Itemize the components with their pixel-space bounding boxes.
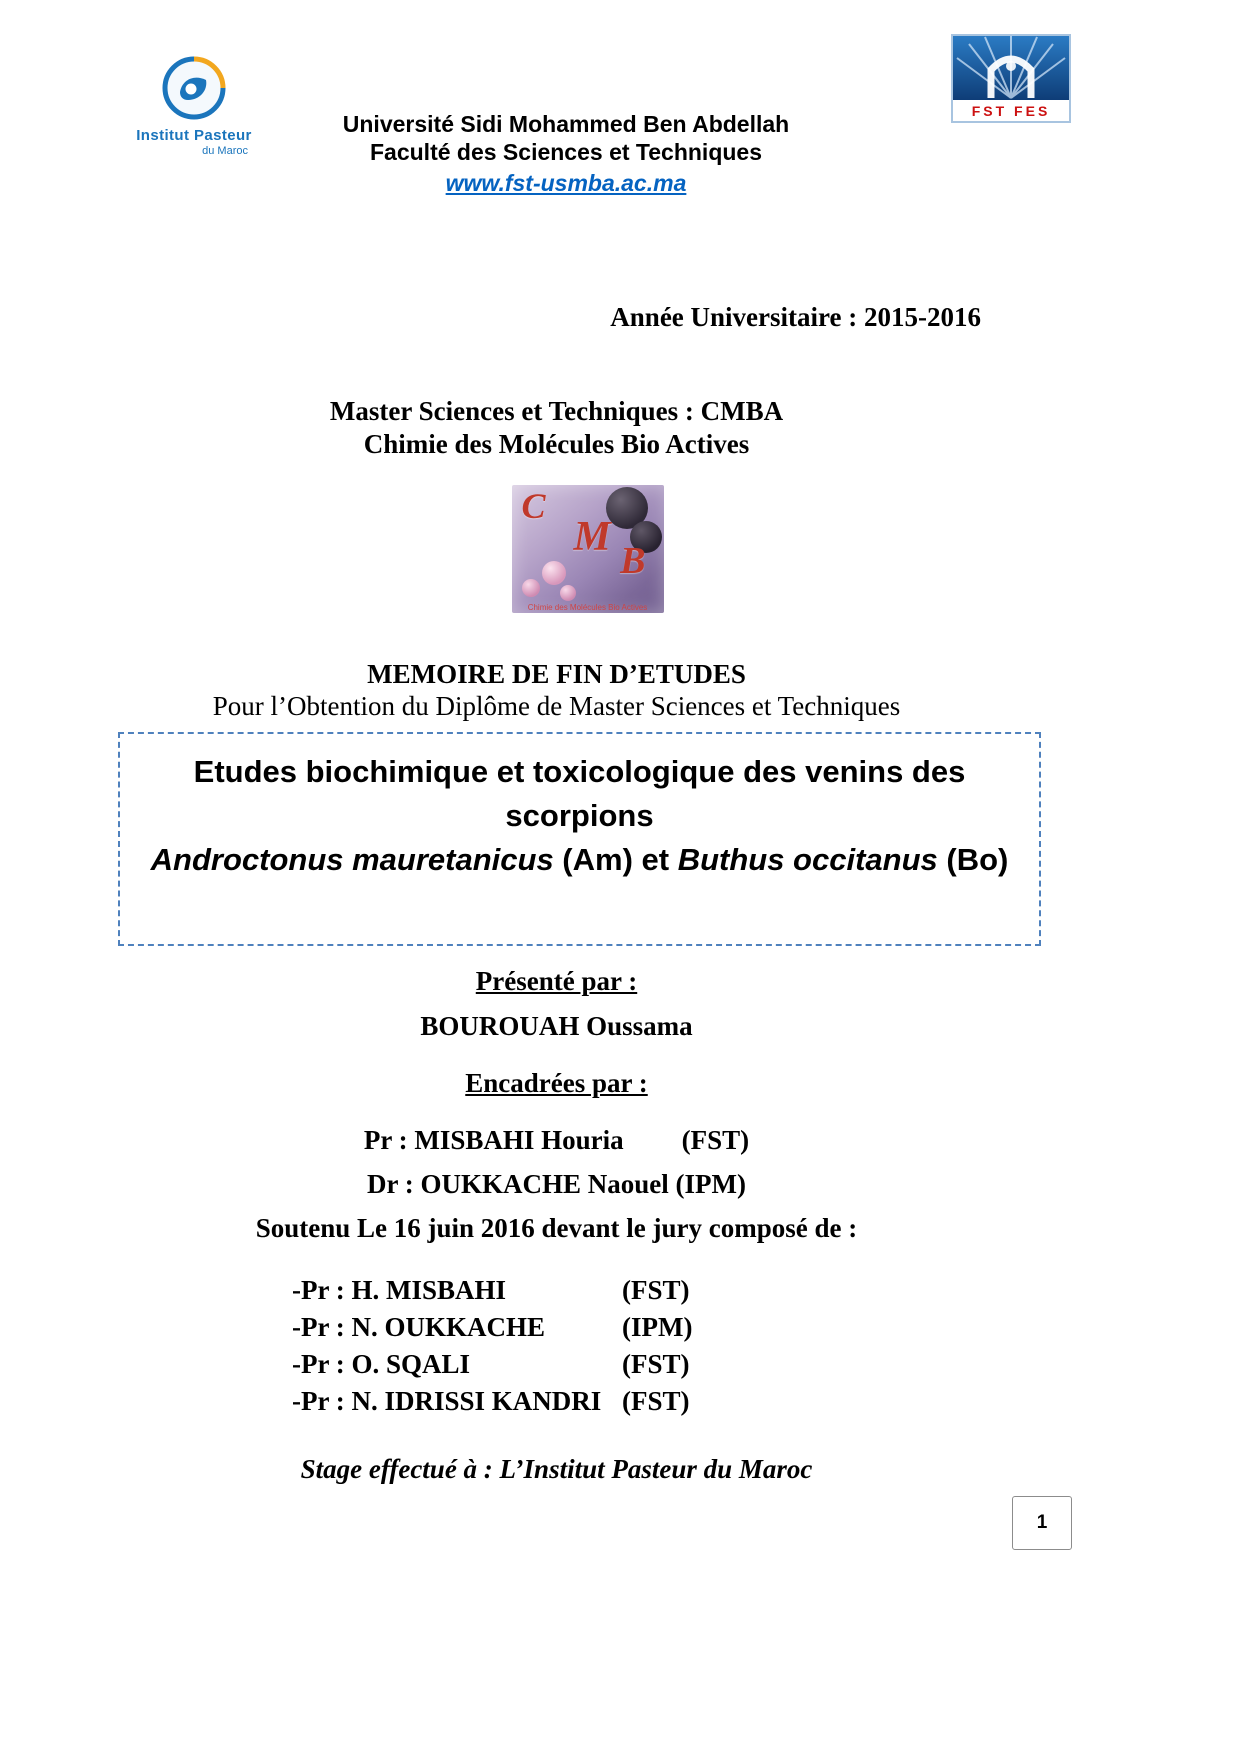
species-name-1: Androctonus mauretanicus (150, 842, 554, 877)
page-number: 1 (1036, 1512, 1048, 1533)
memoire-subtitle: Pour l’Obtention du Diplôme de Master Sciences et Techniques (212, 691, 901, 721)
faculty-name: Faculté des Sciences et Techniques (370, 139, 762, 165)
jury-member-name: -Pr : O. SQALI (292, 1349, 471, 1379)
thesis-line2-end: (Bo) (937, 842, 1009, 877)
jury-member-name: -Pr : H. MISBAHI (292, 1275, 506, 1305)
document-header (0, 0, 1241, 206)
jury-member-affiliation: (FST) (622, 1275, 690, 1305)
cmb-caption: Chimie des Molécules Bio Actives (527, 603, 648, 612)
cmb-letter-c: C (521, 486, 546, 526)
jury-member (292, 1309, 1241, 1346)
presented-by-label: Présenté par : (475, 966, 638, 996)
jury-member (292, 1346, 1241, 1383)
memoire-title: MEMOIRE DE FIN D’ETUDES (367, 659, 746, 689)
supervisor-1 (0, 1125, 1241, 1156)
cmb-letter-m: M (573, 514, 611, 560)
fst-rays-icon (953, 36, 1069, 100)
jury-list (292, 1272, 1241, 1420)
thesis-title-line2 (126, 838, 1033, 882)
academic-year: Année Universitaire : 2015-2016 (610, 302, 981, 332)
master-line1: Master Sciences et Techniques : CMBA (329, 396, 784, 426)
jury-member-name: -Pr : N. IDRISSI KANDRI (292, 1386, 602, 1416)
pasteur-swirl-icon (162, 56, 226, 120)
jury-member-affiliation: (FST) (622, 1349, 690, 1379)
university-name: Université Sidi Mohammed Ben Abdellah (342, 111, 790, 137)
student-name: BOUROUAH Oussama (420, 1011, 693, 1041)
supervisor-1-name: Pr : MISBAHI Houria (363, 1125, 624, 1155)
institution-block (278, 34, 951, 197)
molecule-sphere-icon (542, 561, 566, 585)
master-line2: Chimie des Molécules Bio Actives (363, 429, 750, 459)
supervisor-1-affiliation: (FST) (681, 1125, 750, 1155)
institut-pasteur-logo (110, 56, 278, 157)
internship-note: Stage effectué à : L’Institut Pasteur du Maroc (300, 1454, 813, 1484)
defense-intro: Soutenu Le 16 juin 2016 devant le jury composé de : (255, 1213, 858, 1243)
thesis-title-box (118, 732, 1041, 946)
jury-member-name: -Pr : N. OUKKACHE (292, 1312, 545, 1342)
website-link[interactable]: www.fst-usmba.ac.ma (445, 170, 687, 196)
cmba-program-logo (512, 485, 664, 613)
thesis-title-line1: Etudes biochimique et toxicologique des venins des scorpions (193, 754, 966, 833)
fst-fes-logo (951, 34, 1071, 123)
pasteur-logo-subname: du Maroc (202, 145, 248, 157)
molecule-sphere-icon (522, 579, 540, 597)
cmb-logo-wrap (0, 485, 1241, 613)
jury-member (292, 1272, 1241, 1309)
thesis-line2-mid: (Am) et (553, 842, 678, 877)
jury-member-affiliation: (IPM) (622, 1312, 693, 1342)
jury-member (292, 1383, 1241, 1420)
jury-member-affiliation: (FST) (622, 1386, 690, 1416)
page-number-box (1012, 1496, 1072, 1550)
supervised-by-label: Encadrées par : (465, 1068, 648, 1098)
species-name-2: Buthus occitanus (677, 842, 938, 877)
cmb-letter-b: B (620, 540, 646, 582)
molecule-sphere-icon (560, 585, 576, 601)
pasteur-logo-name: Institut Pasteur (136, 127, 252, 144)
supervisor-2: Dr : OUKKACHE Naouel (IPM) (367, 1169, 746, 1199)
fst-logo-label: FST FES (971, 102, 1051, 119)
master-program (0, 395, 1241, 461)
